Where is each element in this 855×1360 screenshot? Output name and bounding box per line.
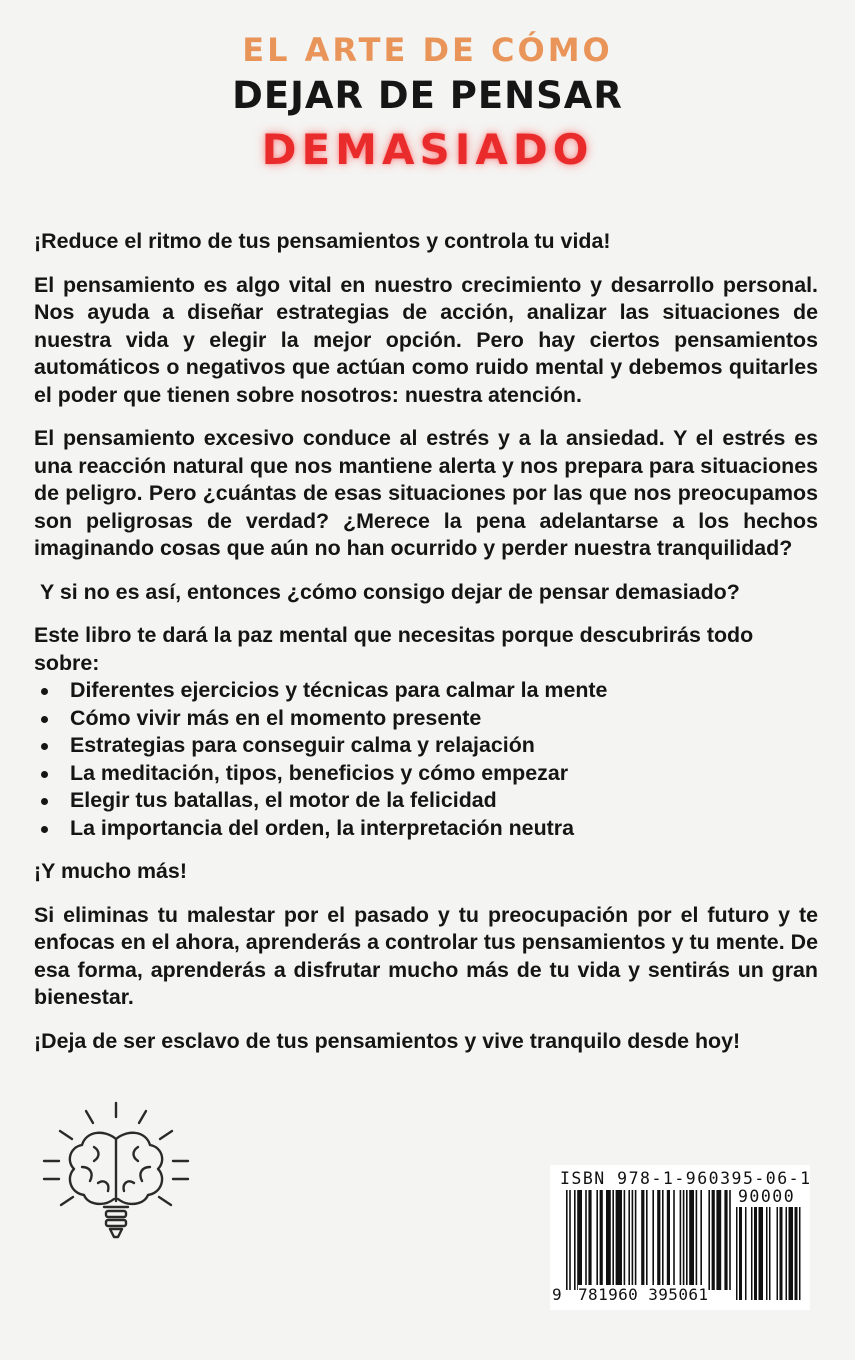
barcode-bar: [686, 1190, 688, 1290]
barcode-bars: [566, 1190, 731, 1290]
barcode-bar: [657, 1190, 660, 1290]
barcode-bar: [708, 1190, 710, 1290]
question: Y si no es así, entonces ¿cómo consigo dejar de pensar demasiado?: [40, 579, 740, 604]
barcode-bar: [569, 1190, 571, 1290]
list-item: Elegir tus batallas, el motor de la felicidad: [34, 787, 818, 815]
barcode: [550, 1165, 810, 1310]
barcode-bar: [696, 1190, 698, 1290]
ean-digits: 781960 395061: [578, 1285, 709, 1304]
paragraph-3: Si eliminas tu malestar por el pasado y tu preocupación por el futuro y te enfocas en el ahora, aprenderás a controlar tus pensamientos y tu mente. De esa forma, aprenderás a disfrutar mucho más de tu vida y sentirás un gran bienestar.: [34, 902, 818, 1009]
and-more: ¡Y mucho más!: [34, 859, 187, 883]
title-line-3: DEMASIADO: [261, 125, 594, 174]
barcode-bar: [635, 1190, 637, 1290]
barcode-bar: [689, 1190, 694, 1290]
barcode-bar: [667, 1190, 670, 1290]
barcode-bar: [646, 1190, 648, 1290]
paragraph-1: El pensamiento es algo vital en nuestro crecimiento y desarrollo personal. Nos ayuda a diseñar estrategias de acción, analizar las situaciones de nuestra vida y elegir la mejor opción. Pero hay ciertos pensamientos automáticos o negativos que actúan como ruido mental y debemos quitarles el poder que tienen sobre nosotros: nuestra atención.: [34, 272, 818, 407]
barcode-bar: [680, 1190, 682, 1290]
title-block: [0, 30, 855, 176]
ean-first-digit: 9: [552, 1285, 562, 1304]
price-code: 90000: [738, 1187, 796, 1206]
barcode-bar: [729, 1190, 731, 1290]
barcode-bar: [652, 1190, 654, 1290]
barcode-bar: [641, 1190, 644, 1290]
barcode-bar: [759, 1207, 764, 1300]
barcode-bar: [662, 1190, 664, 1290]
barcode-bar: [624, 1190, 626, 1290]
barcode-bar: [716, 1190, 721, 1290]
barcode-bar: [799, 1207, 801, 1300]
list-item: Cómo vivir más en el momento presente: [34, 705, 818, 733]
barcode-bar: [789, 1207, 794, 1300]
barcode-bar: [673, 1190, 675, 1290]
barcode-bar: [780, 1207, 783, 1300]
list-item: La meditación, tipos, beneficios y cómo empezar: [34, 760, 818, 788]
barcode-bar: [739, 1207, 742, 1300]
title-line-1: EL ARTE DE CÓMO: [242, 31, 613, 69]
barcode-bar: [612, 1190, 614, 1290]
barcode-bar: [616, 1190, 622, 1290]
barcode-bar: [574, 1190, 576, 1290]
list-item: Diferentes ejercicios y técnicas para calmar la mente: [34, 677, 818, 705]
barcode-bar: [724, 1190, 727, 1290]
description-text: [34, 228, 818, 1071]
list-item: La importancia del orden, la interpretación neutra: [34, 815, 818, 843]
barcode-bar: [700, 1190, 702, 1290]
list-intro: Este libro te dará la paz mental que necesitas porque descubrirás todo sobre:: [34, 623, 754, 675]
barcode-bar: [795, 1207, 798, 1300]
barcode-bar: [751, 1207, 753, 1300]
barcode-bar: [766, 1207, 768, 1300]
barcode-bar: [566, 1190, 568, 1290]
headline: ¡Reduce el ritmo de tus pensamientos y controla tu vida!: [34, 229, 611, 253]
barcode-bar: [628, 1190, 630, 1290]
brain-lightbulb-icon: [34, 1095, 200, 1251]
barcode-bar: [786, 1207, 788, 1300]
barcode-bar: [600, 1190, 603, 1290]
barcode-bar: [769, 1207, 771, 1300]
addon-barcode-bars: [736, 1207, 802, 1300]
barcode-bar: [736, 1207, 738, 1300]
barcode-bar: [712, 1190, 715, 1290]
barcode-bar: [683, 1190, 685, 1290]
closing-line: ¡Deja de ser esclavo de tus pensamientos y vive tranquilo desde hoy!: [34, 1028, 741, 1053]
barcode-bar: [632, 1190, 634, 1290]
barcode-bar: [596, 1190, 598, 1290]
barcode-bar: [777, 1207, 779, 1300]
barcode-bar: [577, 1190, 582, 1290]
barcode-bar: [585, 1190, 587, 1290]
barcode-bar: [754, 1207, 757, 1300]
topic-list: [34, 677, 818, 842]
paragraph-2: El pensamiento excesivo conduce al estrés y a la ansiedad. Y el estrés es una reacción natural que nos mantiene alerta y nos prepara para situaciones de peligro. Pero ¿cuántas de esas situaciones por las que nos preocupamos son peligrosas de verdad? ¿Merece la pena adelantarse a los hechos imaginando cosas que aún no han ocurrido y perder nuestra tranquilidad?: [34, 426, 818, 560]
list-item: Estrategias para conseguir calma y relajación: [34, 732, 818, 760]
isbn-label: ISBN 978-1-960395-06-1: [560, 1169, 812, 1188]
title-line-2: DEJAR DE PENSAR: [232, 74, 623, 117]
barcode-bar: [606, 1190, 611, 1290]
barcode-bar: [588, 1190, 591, 1290]
barcode-bar: [745, 1207, 747, 1300]
